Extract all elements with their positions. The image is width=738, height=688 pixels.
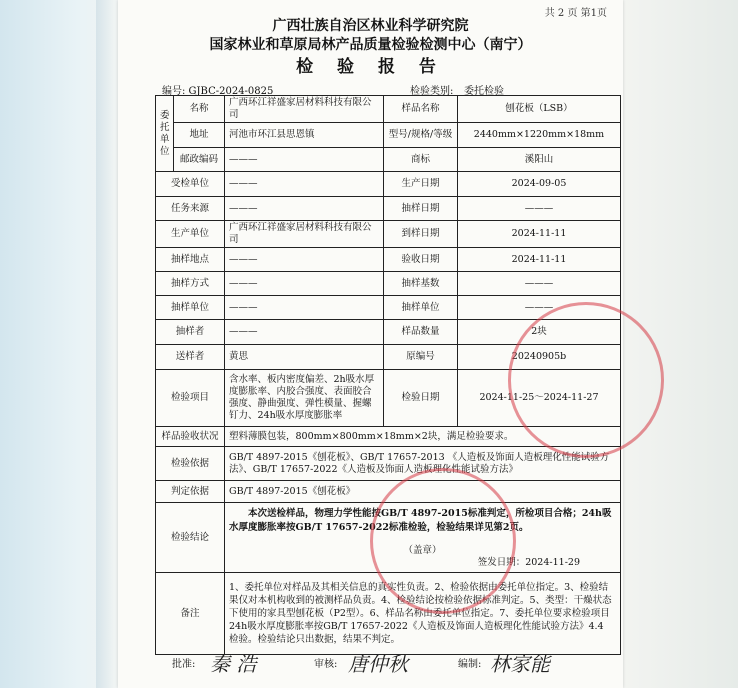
recv-unit-label: 受检单位 (156, 172, 225, 197)
entrust-address-value: 河池市环江县思恩镇 (225, 123, 384, 148)
entrust-zip-label: 邮政编码 (174, 148, 225, 172)
sample-name-value: 刨花板（LSB） (458, 96, 621, 123)
sample-model-value: 2440mm×1220mm×18mm (458, 123, 621, 148)
entrust-zip-value: ——— (225, 148, 384, 172)
sampling-unit-label: 抽样单位 (156, 296, 225, 320)
sampling-unit-label-2: 抽样单位 (384, 296, 458, 320)
judge-basis-value: GB/T 4897-2015《刨花板》 (225, 481, 621, 503)
sample-method-value: ——— (225, 272, 384, 296)
official-seal-right (508, 302, 664, 458)
entrust-address-label: 地址 (174, 123, 225, 148)
sample-condition-label: 样品验收状况 (156, 427, 225, 447)
entrust-group-label: 委托单位 (156, 96, 174, 172)
sample-base-value: ——— (458, 272, 621, 296)
recv-unit-value: ——— (225, 172, 384, 197)
sampler-value: ——— (225, 320, 384, 345)
test-basis-label: 检验依据 (156, 447, 225, 481)
original-no-label: 原编号 (384, 345, 458, 370)
sample-model-label: 型号/规格/等级 (384, 123, 458, 148)
edit-label: 编制: (458, 659, 482, 670)
report-title: 检 验 报 告 (296, 57, 445, 77)
sampling-unit-value: ——— (225, 296, 384, 320)
original-no-value: 20240905b (458, 345, 621, 370)
center-title: 国家林业和草原局林产品质量检验检测中心（南宁） (209, 37, 532, 53)
sender-label: 送样者 (156, 345, 225, 370)
accept-date-label: 验收日期 (384, 248, 458, 272)
sender-value: 黄思 (225, 345, 384, 370)
conclusion-text: 本次送检样品，物理力学性能按GB/T 4897-2015标准判定，所检项目合格；24h吸水厚度膨胀率按GB/T 17657-2022标准检验，检验结果详见第2页。 (229, 508, 612, 533)
entrust-name-label: 名称 (174, 96, 225, 123)
judge-basis-label: 判定依据 (156, 481, 225, 503)
report-number: 编号: GJBC-2024-0825 (162, 86, 274, 97)
accept-date-value: 2024-11-11 (458, 248, 621, 272)
sample-qty-value: 2块 (458, 320, 621, 345)
sample-base-label: 抽样基数 (384, 272, 458, 296)
arrive-date-label: 到样日期 (384, 221, 458, 248)
sampler-label: 抽样者 (156, 320, 225, 345)
review-label: 审核: (314, 659, 338, 670)
sample-date-value: ——— (458, 197, 621, 221)
sample-place-value: ——— (225, 248, 384, 272)
prod-unit-label: 生产单位 (156, 221, 225, 248)
sample-method-label: 抽样方式 (156, 272, 225, 296)
conclusion-label: 检验结论 (156, 503, 225, 573)
category-label: 检验类别: (410, 86, 454, 97)
issue-date: 签发日期：2024-11-29 (477, 557, 580, 568)
approve-label: 批准: (172, 659, 196, 670)
prod-date-value: 2024-09-05 (458, 172, 621, 197)
task-source-label: 任务来源 (156, 197, 225, 221)
institute-title: 广西壮族自治区林业科学研究院 (272, 18, 469, 34)
notes-label: 备注 (156, 573, 225, 655)
sample-qty-label: 样品数量 (384, 320, 458, 345)
review-signature: 唐仲秋 (348, 652, 408, 676)
test-basis-value: GB/T 4897-2015《刨花板》、GB/T 17657-2013 《人造板及饰面人造板理化性能试验方法》、GB/T 17657-2022《人造板及饰面人造板理化性能试验方法》 (225, 447, 621, 481)
official-seal-center (370, 468, 516, 614)
entrust-name-value: 广西环江祥盛家居材料科技有限公司 (225, 96, 384, 123)
background-left (0, 0, 130, 688)
sample-date-label: 抽样日期 (384, 197, 458, 221)
sample-name-label: 样品名称 (384, 96, 458, 123)
prod-unit-value: 广西环江祥盛家居材料科技有限公司 (225, 221, 384, 248)
sample-condition-value: 塑料薄膜包装，800mm×800mm×18mm×2块，满足检验要求。 (225, 427, 621, 447)
stamp-note: （盖章） (403, 545, 442, 556)
task-source-value: ——— (225, 197, 384, 221)
prod-date-label: 生产日期 (384, 172, 458, 197)
arrive-date-value: 2024-11-11 (458, 221, 621, 248)
test-items-label: 检验项目 (156, 370, 225, 427)
notes-value: 1、委托单位对样品及其相关信息的真实性负责。2、检验依据由委托单位指定。3、检验结果仅对本机构收到的被测样品负责。4、检验结论按检验依据标准判定。5、类型：干燥状态下使用的家具型刨花板（P2型）。6、样品名称由委托单位指定。7、委托单位要求检验项目24h吸水厚度膨胀率按GB/T 17657-2022《人造板及饰面人造板理化性能试验方法》4.4 检验。检验结论只出数据，结果不判定。 (225, 573, 621, 655)
sample-brand-value: 溪阳山 (458, 148, 621, 172)
test-date-value: 2024-11-25～2024-11-27 (458, 370, 621, 427)
approve-signature: 秦 浩 (210, 652, 257, 676)
sample-place-label: 抽样地点 (156, 248, 225, 272)
page-info: 共 2 页 第1页 (544, 8, 607, 19)
sampling-unit-value-2: ——— (458, 296, 621, 320)
sample-brand-label: 商标 (384, 148, 458, 172)
category-value: 委托检验 (464, 86, 504, 97)
test-date-label: 检验日期 (384, 370, 458, 427)
test-items-value: 含水率、板内密度偏差、2h吸水厚度膨胀率、内胶合强度、表面胶合强度、静曲强度、弹性模量、握螺钉力、24h吸水厚度膨胀率 (225, 370, 384, 427)
edit-signature: 林家能 (490, 652, 550, 676)
